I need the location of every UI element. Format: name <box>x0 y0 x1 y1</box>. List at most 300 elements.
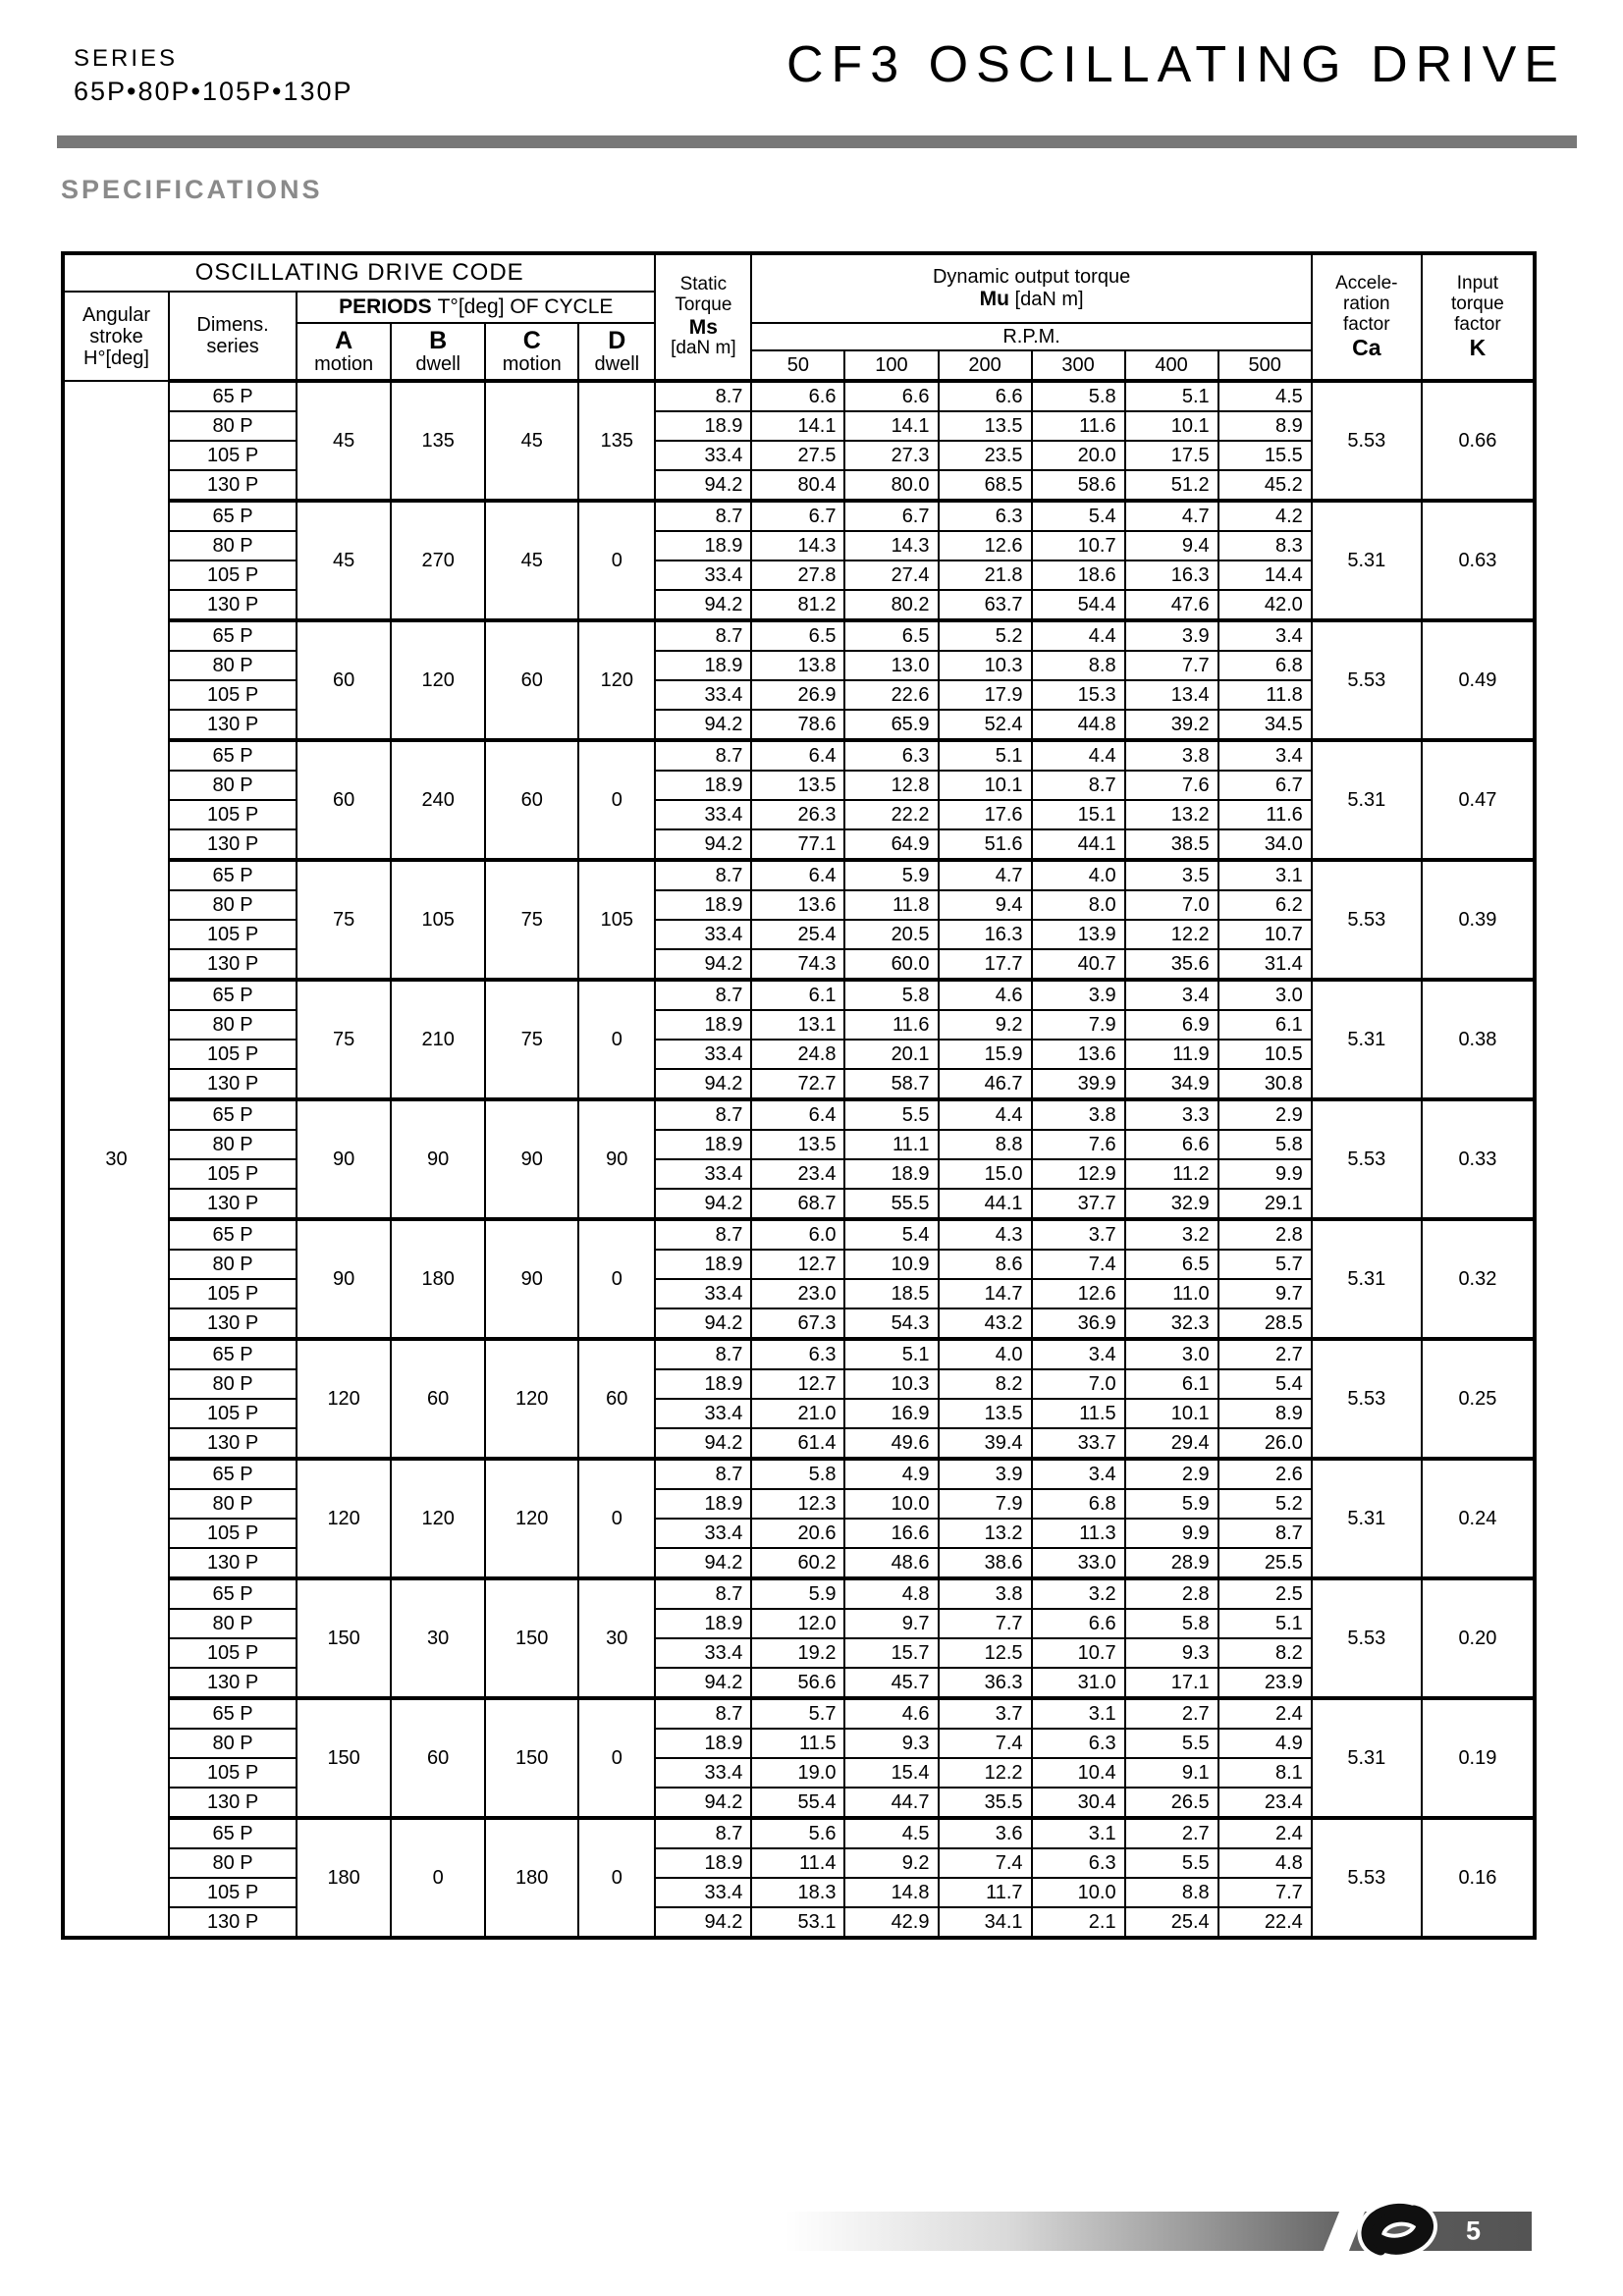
static-torque-value: 18.9 <box>655 890 751 920</box>
torque-value-rpm-500: 6.1 <box>1218 1010 1312 1040</box>
period-c-value: 90 <box>485 1099 578 1219</box>
static-torque-value: 94.2 <box>655 1189 751 1219</box>
torque-value-rpm-300: 8.7 <box>1032 771 1125 800</box>
torque-value-rpm-200: 51.6 <box>939 829 1032 860</box>
torque-value-rpm-500: 2.4 <box>1218 1698 1312 1729</box>
torque-value-rpm-300: 8.0 <box>1032 890 1125 920</box>
torque-value-rpm-50: 19.2 <box>751 1638 844 1668</box>
page-title: CF3 OSCILLATING DRIVE <box>785 36 1566 93</box>
dimens-series-label: 65 P <box>169 1459 297 1489</box>
torque-value-rpm-100: 14.8 <box>844 1878 938 1907</box>
torque-value-rpm-200: 44.1 <box>939 1189 1032 1219</box>
rpm-header: R.P.M. <box>751 323 1311 350</box>
torque-value-rpm-400: 9.9 <box>1125 1519 1218 1548</box>
torque-value-rpm-200: 4.7 <box>939 860 1032 890</box>
torque-value-rpm-400: 25.4 <box>1125 1907 1218 1938</box>
torque-value-rpm-100: 55.5 <box>844 1189 938 1219</box>
rpm-col-300: 300 <box>1032 350 1125 381</box>
torque-value-rpm-300: 13.6 <box>1032 1040 1125 1069</box>
dimens-series-label: 80 P <box>169 1130 297 1159</box>
dimens-series-label: 65 P <box>169 1578 297 1609</box>
torque-value-rpm-400: 3.2 <box>1125 1219 1218 1250</box>
torque-value-rpm-400: 9.3 <box>1125 1638 1218 1668</box>
torque-value-rpm-100: 16.9 <box>844 1399 938 1428</box>
torque-value-rpm-200: 13.2 <box>939 1519 1032 1548</box>
torque-value-rpm-300: 54.4 <box>1032 590 1125 620</box>
torque-value-rpm-100: 13.0 <box>844 651 938 680</box>
torque-value-rpm-500: 11.8 <box>1218 680 1312 710</box>
dimens-series-label: 105 P <box>169 1638 297 1668</box>
torque-value-rpm-400: 5.1 <box>1125 381 1218 411</box>
torque-value-rpm-500: 9.9 <box>1218 1159 1312 1189</box>
static-symbol: Ms <box>688 315 718 339</box>
static-torque-value: 8.7 <box>655 1339 751 1369</box>
torque-value-rpm-400: 7.7 <box>1125 651 1218 680</box>
torque-value-rpm-400: 47.6 <box>1125 590 1218 620</box>
torque-value-rpm-100: 44.7 <box>844 1788 938 1818</box>
torque-value-rpm-200: 13.5 <box>939 411 1032 441</box>
table-row <box>63 1578 1535 1609</box>
torque-value-rpm-500: 25.5 <box>1218 1548 1312 1578</box>
torque-value-rpm-300: 3.7 <box>1032 1219 1125 1250</box>
torque-value-rpm-300: 4.4 <box>1032 740 1125 771</box>
torque-value-rpm-300: 10.0 <box>1032 1878 1125 1907</box>
torque-value-rpm-500: 5.2 <box>1218 1489 1312 1519</box>
torque-value-rpm-400: 29.4 <box>1125 1428 1218 1459</box>
torque-value-rpm-400: 16.3 <box>1125 561 1218 590</box>
dimens-series-label: 105 P <box>169 920 297 949</box>
static-torque-value: 18.9 <box>655 651 751 680</box>
angular-line1: Angular <box>82 303 150 326</box>
dimens-series-label: 130 P <box>169 1548 297 1578</box>
torque-value-rpm-400: 35.6 <box>1125 949 1218 980</box>
torque-value-rpm-200: 8.8 <box>939 1130 1032 1159</box>
torque-value-rpm-100: 18.5 <box>844 1279 938 1308</box>
dimens-series-label: 80 P <box>169 411 297 441</box>
torque-value-rpm-200: 3.8 <box>939 1578 1032 1609</box>
torque-value-rpm-100: 20.1 <box>844 1040 938 1069</box>
torque-value-rpm-400: 7.0 <box>1125 890 1218 920</box>
dimens-series-label: 105 P <box>169 441 297 470</box>
torque-value-rpm-400: 17.1 <box>1125 1668 1218 1698</box>
torque-value-rpm-100: 10.9 <box>844 1250 938 1279</box>
torque-value-rpm-200: 39.4 <box>939 1428 1032 1459</box>
torque-value-rpm-50: 5.9 <box>751 1578 844 1609</box>
torque-value-rpm-200: 8.2 <box>939 1369 1032 1399</box>
dimens-series-label: 105 P <box>169 561 297 590</box>
dimens-series-label: 80 P <box>169 1848 297 1878</box>
dimens-series-label: 130 P <box>169 1907 297 1938</box>
torque-value-rpm-100: 48.6 <box>844 1548 938 1578</box>
period-c-value: 60 <box>485 620 578 740</box>
torque-value-rpm-50: 5.7 <box>751 1698 844 1729</box>
torque-value-rpm-200: 43.2 <box>939 1308 1032 1339</box>
period-a-value: 90 <box>297 1219 391 1339</box>
torque-value-rpm-50: 14.3 <box>751 531 844 561</box>
static-torque-value: 18.9 <box>655 531 751 561</box>
static-torque-value: 94.2 <box>655 1308 751 1339</box>
torque-value-rpm-50: 60.2 <box>751 1548 844 1578</box>
acceleration-factor-value: 5.53 <box>1312 620 1422 740</box>
torque-value-rpm-300: 33.7 <box>1032 1428 1125 1459</box>
static-torque-header <box>655 253 751 381</box>
period-b-value: 105 <box>391 860 485 980</box>
torque-value-rpm-50: 5.8 <box>751 1459 844 1489</box>
torque-value-rpm-50: 13.8 <box>751 651 844 680</box>
torque-value-rpm-400: 3.4 <box>1125 980 1218 1010</box>
torque-value-rpm-200: 14.7 <box>939 1279 1032 1308</box>
torque-value-rpm-300: 3.2 <box>1032 1578 1125 1609</box>
torque-value-rpm-300: 4.4 <box>1032 620 1125 651</box>
period-c-value: 90 <box>485 1219 578 1339</box>
torque-value-rpm-200: 11.7 <box>939 1878 1032 1907</box>
torque-value-rpm-500: 23.4 <box>1218 1788 1312 1818</box>
torque-value-rpm-300: 6.3 <box>1032 1848 1125 1878</box>
angular-stroke-header <box>63 292 169 381</box>
torque-value-rpm-500: 11.6 <box>1218 800 1312 829</box>
torque-value-rpm-300: 5.4 <box>1032 501 1125 531</box>
torque-value-rpm-500: 6.7 <box>1218 771 1312 800</box>
rpm-col-50: 50 <box>751 350 844 381</box>
torque-value-rpm-50: 27.5 <box>751 441 844 470</box>
torque-value-rpm-500: 14.4 <box>1218 561 1312 590</box>
static-torque-value: 94.2 <box>655 829 751 860</box>
torque-value-rpm-200: 3.7 <box>939 1698 1032 1729</box>
torque-value-rpm-50: 13.6 <box>751 890 844 920</box>
torque-value-rpm-500: 10.7 <box>1218 920 1312 949</box>
accel-line2: ration <box>1343 293 1390 314</box>
torque-value-rpm-500: 2.5 <box>1218 1578 1312 1609</box>
torque-value-rpm-300: 12.9 <box>1032 1159 1125 1189</box>
torque-value-rpm-400: 11.0 <box>1125 1279 1218 1308</box>
static-torque-value: 8.7 <box>655 980 751 1010</box>
torque-value-rpm-200: 9.2 <box>939 1010 1032 1040</box>
torque-value-rpm-400: 3.5 <box>1125 860 1218 890</box>
torque-value-rpm-200: 5.2 <box>939 620 1032 651</box>
static-torque-value: 94.2 <box>655 949 751 980</box>
dimens-line1: Dimens. <box>196 314 269 336</box>
torque-value-rpm-100: 14.1 <box>844 411 938 441</box>
torque-value-rpm-50: 56.6 <box>751 1668 844 1698</box>
static-torque-value: 18.9 <box>655 1250 751 1279</box>
torque-value-rpm-500: 4.2 <box>1218 501 1312 531</box>
period-b-value: 180 <box>391 1219 485 1339</box>
static-torque-value: 8.7 <box>655 1578 751 1609</box>
torque-value-rpm-50: 67.3 <box>751 1308 844 1339</box>
period-a-value: 180 <box>297 1818 391 1938</box>
static-torque-value: 33.4 <box>655 920 751 949</box>
input-torque-factor-value: 0.20 <box>1422 1578 1535 1698</box>
static-torque-value: 94.2 <box>655 1668 751 1698</box>
torque-value-rpm-50: 26.3 <box>751 800 844 829</box>
dimens-series-label: 105 P <box>169 800 297 829</box>
period-a-value: 45 <box>297 501 391 620</box>
torque-value-rpm-200: 7.7 <box>939 1609 1032 1638</box>
torque-value-rpm-100: 6.5 <box>844 620 938 651</box>
torque-value-rpm-50: 68.7 <box>751 1189 844 1219</box>
torque-value-rpm-200: 21.8 <box>939 561 1032 590</box>
torque-value-rpm-50: 6.4 <box>751 1099 844 1130</box>
dimens-series-label: 65 P <box>169 980 297 1010</box>
input-torque-factor-value: 0.66 <box>1422 381 1535 501</box>
torque-value-rpm-400: 2.7 <box>1125 1818 1218 1848</box>
torque-value-rpm-300: 3.1 <box>1032 1818 1125 1848</box>
torque-value-rpm-300: 8.8 <box>1032 651 1125 680</box>
dimens-series-label: 80 P <box>169 1250 297 1279</box>
period-a-header: A motion <box>297 323 391 381</box>
torque-value-rpm-100: 15.7 <box>844 1638 938 1668</box>
torque-value-rpm-300: 7.6 <box>1032 1130 1125 1159</box>
torque-value-rpm-50: 6.7 <box>751 501 844 531</box>
torque-value-rpm-300: 31.0 <box>1032 1668 1125 1698</box>
torque-value-rpm-50: 13.5 <box>751 1130 844 1159</box>
torque-value-rpm-50: 53.1 <box>751 1907 844 1938</box>
torque-value-rpm-500: 5.7 <box>1218 1250 1312 1279</box>
torque-value-rpm-500: 5.8 <box>1218 1130 1312 1159</box>
period-d-value: 105 <box>578 860 655 980</box>
torque-value-rpm-50: 12.7 <box>751 1369 844 1399</box>
input-torque-factor-value: 0.19 <box>1422 1698 1535 1818</box>
torque-value-rpm-500: 30.8 <box>1218 1069 1312 1099</box>
torque-value-rpm-500: 2.9 <box>1218 1099 1312 1130</box>
torque-value-rpm-500: 2.7 <box>1218 1339 1312 1369</box>
period-a-value: 90 <box>297 1099 391 1219</box>
torque-value-rpm-300: 58.6 <box>1032 470 1125 501</box>
static-torque-value: 33.4 <box>655 561 751 590</box>
dimens-series-label: 105 P <box>169 1399 297 1428</box>
period-c-value: 180 <box>485 1818 578 1938</box>
dimens-series-label: 130 P <box>169 1788 297 1818</box>
torque-value-rpm-200: 15.0 <box>939 1159 1032 1189</box>
torque-value-rpm-200: 12.5 <box>939 1638 1032 1668</box>
torque-value-rpm-100: 45.7 <box>844 1668 938 1698</box>
torque-value-rpm-400: 11.9 <box>1125 1040 1218 1069</box>
torque-value-rpm-50: 23.4 <box>751 1159 844 1189</box>
torque-value-rpm-400: 28.9 <box>1125 1548 1218 1578</box>
period-b-value: 240 <box>391 740 485 860</box>
acceleration-factor-value: 5.31 <box>1312 980 1422 1099</box>
torque-value-rpm-50: 24.8 <box>751 1040 844 1069</box>
period-b-value: 135 <box>391 381 485 501</box>
input-torque-factor-value: 0.49 <box>1422 620 1535 740</box>
static-torque-value: 8.7 <box>655 860 751 890</box>
torque-value-rpm-400: 7.6 <box>1125 771 1218 800</box>
dimens-series-label: 80 P <box>169 651 297 680</box>
torque-value-rpm-400: 5.8 <box>1125 1609 1218 1638</box>
torque-value-rpm-200: 46.7 <box>939 1069 1032 1099</box>
period-d-value: 120 <box>578 620 655 740</box>
torque-value-rpm-300: 3.4 <box>1032 1459 1125 1489</box>
dimens-series-label: 65 P <box>169 1099 297 1130</box>
torque-value-rpm-200: 13.5 <box>939 1399 1032 1428</box>
torque-value-rpm-100: 6.3 <box>844 740 938 771</box>
dimens-series-label: 80 P <box>169 531 297 561</box>
torque-value-rpm-300: 7.4 <box>1032 1250 1125 1279</box>
table-row <box>63 1698 1535 1729</box>
table-row <box>63 1818 1535 1848</box>
torque-value-rpm-300: 11.5 <box>1032 1399 1125 1428</box>
acceleration-factor-value: 5.53 <box>1312 1339 1422 1459</box>
torque-value-rpm-400: 5.5 <box>1125 1729 1218 1758</box>
dimens-series-label: 105 P <box>169 1159 297 1189</box>
torque-value-rpm-500: 2.4 <box>1218 1818 1312 1848</box>
torque-value-rpm-400: 4.7 <box>1125 501 1218 531</box>
static-torque-value: 18.9 <box>655 1369 751 1399</box>
torque-value-rpm-300: 10.7 <box>1032 1638 1125 1668</box>
torque-value-rpm-100: 15.4 <box>844 1758 938 1788</box>
torque-value-rpm-500: 45.2 <box>1218 470 1312 501</box>
series-label: SERIES <box>74 45 179 72</box>
torque-value-rpm-400: 38.5 <box>1125 829 1218 860</box>
torque-value-rpm-300: 10.7 <box>1032 531 1125 561</box>
torque-value-rpm-500: 26.0 <box>1218 1428 1312 1459</box>
static-torque-value: 33.4 <box>655 800 751 829</box>
static-torque-value: 94.2 <box>655 590 751 620</box>
torque-value-rpm-100: 58.7 <box>844 1069 938 1099</box>
period-b-value: 270 <box>391 501 485 620</box>
torque-value-rpm-300: 10.4 <box>1032 1758 1125 1788</box>
input-torque-factor-value: 0.47 <box>1422 740 1535 860</box>
dimens-series-label: 80 P <box>169 1010 297 1040</box>
static-torque-value: 8.7 <box>655 1219 751 1250</box>
page-number: 5 <box>1465 2216 1481 2246</box>
torque-value-rpm-50: 18.3 <box>751 1878 844 1907</box>
torque-value-rpm-500: 6.2 <box>1218 890 1312 920</box>
torque-value-rpm-50: 14.1 <box>751 411 844 441</box>
torque-value-rpm-400: 6.6 <box>1125 1130 1218 1159</box>
section-heading: SPECIFICATIONS <box>61 175 323 204</box>
torque-value-rpm-500: 4.8 <box>1218 1848 1312 1878</box>
dynamic-output-torque-header <box>751 253 1311 323</box>
dimens-series-label: 105 P <box>169 680 297 710</box>
angular-line3: H°[deg] <box>83 347 149 369</box>
torque-value-rpm-500: 5.1 <box>1218 1609 1312 1638</box>
period-a-value: 75 <box>297 980 391 1099</box>
input-torque-factor-value: 0.38 <box>1422 980 1535 1099</box>
acceleration-factor-value: 5.53 <box>1312 1818 1422 1938</box>
table-row <box>63 381 1535 411</box>
torque-value-rpm-200: 36.3 <box>939 1668 1032 1698</box>
torque-value-rpm-100: 4.6 <box>844 1698 938 1729</box>
static-torque-value: 8.7 <box>655 1459 751 1489</box>
input-torque-factor-value: 0.16 <box>1422 1818 1535 1938</box>
static-line2: Torque <box>675 294 732 315</box>
dimens-series-label: 130 P <box>169 1668 297 1698</box>
static-torque-value: 8.7 <box>655 1818 751 1848</box>
static-torque-value: 33.4 <box>655 441 751 470</box>
torque-value-rpm-100: 80.0 <box>844 470 938 501</box>
torque-value-rpm-200: 17.7 <box>939 949 1032 980</box>
torque-value-rpm-200: 4.4 <box>939 1099 1032 1130</box>
torque-value-rpm-100: 27.4 <box>844 561 938 590</box>
torque-value-rpm-300: 3.4 <box>1032 1339 1125 1369</box>
period-b-value: 90 <box>391 1099 485 1219</box>
dimens-series-label: 130 P <box>169 710 297 740</box>
static-torque-value: 33.4 <box>655 680 751 710</box>
torque-value-rpm-400: 6.1 <box>1125 1369 1218 1399</box>
static-torque-value: 8.7 <box>655 740 751 771</box>
dimens-series-label: 130 P <box>169 1189 297 1219</box>
torque-value-rpm-50: 12.0 <box>751 1609 844 1638</box>
torque-value-rpm-200: 7.4 <box>939 1729 1032 1758</box>
torque-value-rpm-500: 3.4 <box>1218 740 1312 771</box>
dynamic-line1: Dynamic output torque <box>932 266 1131 289</box>
acceleration-factor-value: 5.31 <box>1312 501 1422 620</box>
torque-value-rpm-400: 13.4 <box>1125 680 1218 710</box>
torque-value-rpm-200: 23.5 <box>939 441 1032 470</box>
acceleration-factor-value: 5.53 <box>1312 1578 1422 1698</box>
periods-rest: T°[deg] OF CYCLE <box>437 295 614 319</box>
torque-value-rpm-500: 31.4 <box>1218 949 1312 980</box>
input-torque-factor-value: 0.39 <box>1422 860 1535 980</box>
torque-value-rpm-50: 5.6 <box>751 1818 844 1848</box>
torque-value-rpm-400: 3.9 <box>1125 620 1218 651</box>
torque-value-rpm-300: 2.1 <box>1032 1907 1125 1938</box>
period-b-value: 0 <box>391 1818 485 1938</box>
specifications-table <box>61 251 1537 1940</box>
torque-value-rpm-500: 15.5 <box>1218 441 1312 470</box>
table-header <box>63 253 1535 381</box>
period-d-value: 0 <box>578 1459 655 1578</box>
torque-value-rpm-200: 4.6 <box>939 980 1032 1010</box>
torque-value-rpm-200: 12.2 <box>939 1758 1032 1788</box>
rpm-col-100: 100 <box>844 350 938 381</box>
input-torque-factor-value: 0.24 <box>1422 1459 1535 1578</box>
dimens-series-label: 65 P <box>169 740 297 771</box>
torque-value-rpm-100: 9.2 <box>844 1848 938 1878</box>
static-torque-value: 94.2 <box>655 1788 751 1818</box>
dimens-series-label: 80 P <box>169 1609 297 1638</box>
period-b-value: 210 <box>391 980 485 1099</box>
period-d-value: 0 <box>578 1818 655 1938</box>
dimens-series-label: 130 P <box>169 1308 297 1339</box>
period-c-value: 75 <box>485 860 578 980</box>
acceleration-factor-value: 5.31 <box>1312 1459 1422 1578</box>
static-torque-value: 33.4 <box>655 1758 751 1788</box>
static-torque-value: 8.7 <box>655 381 751 411</box>
torque-value-rpm-400: 39.2 <box>1125 710 1218 740</box>
static-torque-value: 94.2 <box>655 1428 751 1459</box>
torque-value-rpm-200: 17.6 <box>939 800 1032 829</box>
input-line3: factor <box>1454 313 1501 335</box>
torque-value-rpm-200: 12.6 <box>939 531 1032 561</box>
torque-value-rpm-500: 5.4 <box>1218 1369 1312 1399</box>
header-rule <box>57 135 1577 148</box>
torque-value-rpm-100: 20.5 <box>844 920 938 949</box>
torque-value-rpm-100: 22.2 <box>844 800 938 829</box>
period-c-value: 120 <box>485 1459 578 1578</box>
rpm-col-400: 400 <box>1125 350 1218 381</box>
table-row <box>63 980 1535 1010</box>
torque-value-rpm-100: 9.3 <box>844 1729 938 1758</box>
static-torque-value: 33.4 <box>655 1519 751 1548</box>
torque-value-rpm-200: 52.4 <box>939 710 1032 740</box>
static-torque-value: 18.9 <box>655 411 751 441</box>
static-torque-value: 18.9 <box>655 1010 751 1040</box>
torque-value-rpm-50: 6.3 <box>751 1339 844 1369</box>
torque-value-rpm-100: 5.4 <box>844 1219 938 1250</box>
static-torque-value: 33.4 <box>655 1638 751 1668</box>
table-row <box>63 620 1535 651</box>
torque-value-rpm-300: 15.1 <box>1032 800 1125 829</box>
dimens-series-label: 130 P <box>169 470 297 501</box>
torque-value-rpm-500: 7.7 <box>1218 1878 1312 1907</box>
torque-value-rpm-300: 7.0 <box>1032 1369 1125 1399</box>
accel-line3: factor <box>1343 313 1390 335</box>
torque-value-rpm-100: 5.5 <box>844 1099 938 1130</box>
torque-value-rpm-500: 8.1 <box>1218 1758 1312 1788</box>
period-c-value: 150 <box>485 1578 578 1698</box>
